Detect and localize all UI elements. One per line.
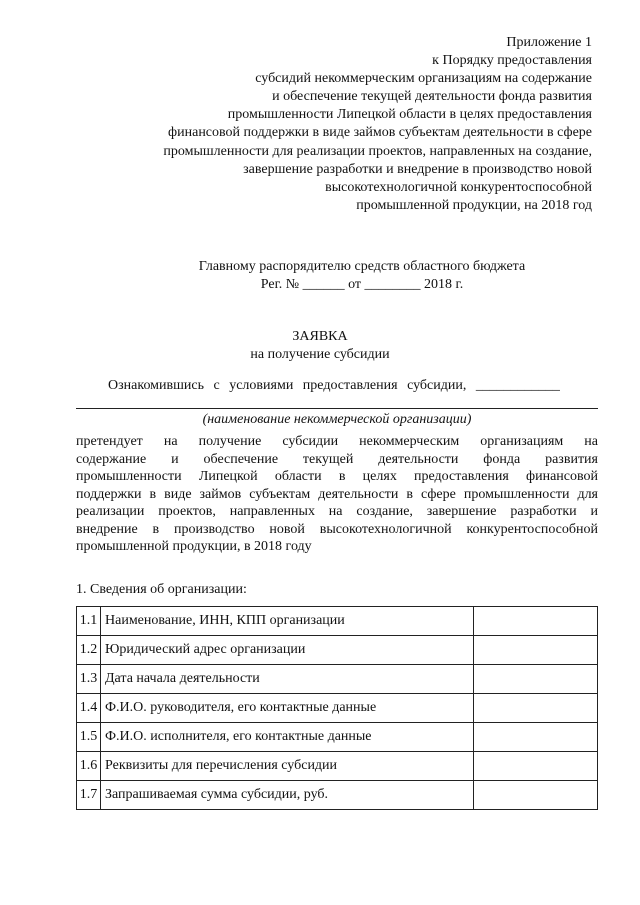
body-paragraph: [76, 433, 598, 556]
row-label: Дата начала деятельности: [101, 665, 474, 694]
annex-line: Приложение 1: [506, 35, 592, 50]
annex-line: к Порядку предоставления: [432, 53, 592, 69]
row-value-cell[interactable]: [474, 665, 598, 694]
table-row: [77, 781, 598, 810]
row-value-cell[interactable]: [474, 752, 598, 781]
annex-line: завершение разработки и внедрение в производство новой: [243, 161, 592, 177]
paragraph-line: внедрение в производство новой высокотехнологичной конкурентоспособной: [76, 521, 598, 537]
annex-line: промышленности Липецкой области в целях предоставления: [227, 107, 592, 123]
org-name-underline: [76, 408, 598, 409]
row-number: 1.4: [77, 694, 101, 723]
table-row: [77, 752, 598, 781]
table-row: [77, 723, 598, 752]
row-label: Ф.И.О. руководителя, его контактные данные: [101, 694, 474, 723]
table-row: [77, 636, 598, 665]
paragraph-line: промышленности Липецкой области в целях предоставления финансовой: [76, 469, 598, 484]
row-number: 1.5: [77, 723, 101, 752]
paragraph-line: реализации проектов, направленных на создание, завершение разработки и: [76, 504, 598, 519]
row-label: Запрашиваемая сумма субсидии, руб.: [101, 781, 474, 810]
table-row: [77, 607, 598, 636]
row-label: Реквизиты для перечисления субсидии: [101, 752, 474, 781]
row-number: 1.2: [77, 636, 101, 665]
table-row: [77, 694, 598, 723]
row-value-cell[interactable]: [474, 636, 598, 665]
row-label: Наименование, ИНН, КПП организации: [101, 607, 474, 636]
paragraph-line: содержание и обеспечение текущей деятельности фонда развития: [76, 451, 598, 467]
row-number: 1.1: [77, 607, 101, 636]
paragraph-line: поддержки в виде займов субъектам деятельности в сфере промышленности для: [76, 486, 598, 502]
recipient-name: Главному распорядителю средств областного бюджета: [198, 259, 526, 274]
annex-line: высокотехнологичной конкурентоспособной: [325, 179, 592, 195]
organization-info-table: [76, 606, 598, 810]
registration-line: Рег. № ______ от ________ 2018 г.: [260, 277, 464, 292]
row-number: 1.7: [77, 781, 101, 810]
annex-line: промышленности для реализации проектов, направленных на создание,: [163, 143, 592, 159]
row-value-cell[interactable]: [474, 694, 598, 723]
org-name-hint: (наименование некоммерческой организации): [202, 412, 472, 427]
row-value-cell[interactable]: [474, 723, 598, 752]
title-subheading: на получение субсидии: [250, 347, 390, 362]
title-heading: ЗАЯВКА: [292, 329, 348, 344]
annex-line: субсидий некоммерческим организациям на содержание: [255, 71, 592, 87]
annex-header: [72, 34, 592, 215]
paragraph-line: промышленной продукции, в 2018 году: [76, 539, 312, 554]
table-row: [77, 665, 598, 694]
row-number: 1.6: [77, 752, 101, 781]
paragraph-line: претендует на получение субсидии некоммерческим организациям на: [76, 434, 598, 449]
annex-line: финансовой поддержки в виде займов субъектам деятельности в сфере: [168, 125, 592, 141]
recipient-block: [0, 258, 640, 294]
row-label: Юридический адрес организации: [101, 636, 474, 665]
document-title: [0, 328, 640, 364]
annex-line: и обеспечение текущей деятельности фонда развития: [272, 89, 592, 105]
row-label: Ф.И.О. исполнителя, его контактные данные: [101, 723, 474, 752]
section-heading: 1. Сведения об организации:: [76, 582, 247, 597]
row-value-cell[interactable]: [474, 781, 598, 810]
annex-line: промышленной продукции, на 2018 год: [356, 197, 592, 213]
row-number: 1.3: [77, 665, 101, 694]
row-value-cell[interactable]: [474, 607, 598, 636]
intro-line: Ознакомившись с условиями предоставления субсидии, ____________: [108, 378, 560, 393]
